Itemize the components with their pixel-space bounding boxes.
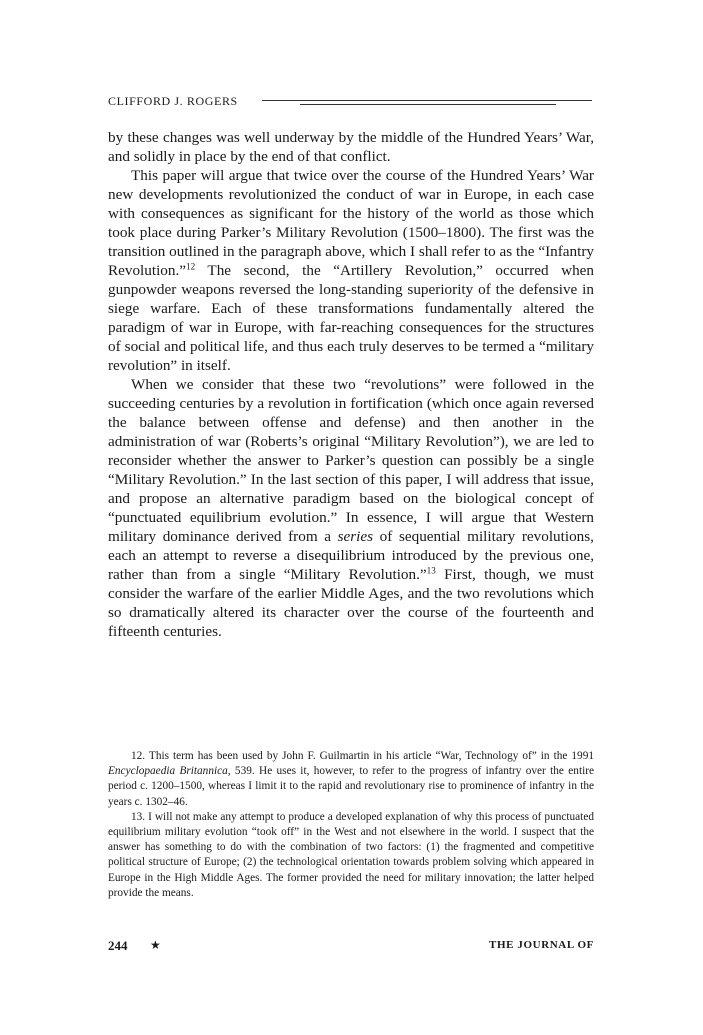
footnote-13: 13. I will not make any attempt to produce a developed explanation of why this process of punctuated equilibrium military evolution “took off” in the West and not elsewhere in the world. I suspect that the answer has something to do with the combination of two factors: (1) the fragmented and competitive political structure of Europe; (2) the technological orientation towards problem solving which appeared in Europe in the High Middle Ages. The former provided the need for military innovation; the latter helped provide the means. xyxy=(108,810,594,899)
header-rule-lower xyxy=(300,104,556,105)
main-text xyxy=(108,128,594,641)
footnote-ref-13[interactable]: 13 xyxy=(426,565,436,576)
author-running-head: CLIFFORD J. ROGERS xyxy=(108,94,238,108)
paragraph-3: When we consider that these two “revolutions” were followed in the succeeding centuries by a revolution in fortification (which once again reversed the balance between offense and defense) and then another in the administration of war (Roberts’s original “Military Revolution”), we are led to reconsider whether the answer to Parker’s question can possibly be a single “Military Revolution.” In the last section of this paper, I will address that issue, and propose an alternative paradigm based on the biological concept of “punctuated equilibrium evolution.” In essence, I will argue that Western military dominance derived from a series of sequential military revolutions, each an attempt to reverse a disequilibrium introduced by the previous one, rather than from a single “Military Revolution.”$^{13}$ First, though, we must consider the warfare of the earlier Middle Ages, and the two revolutions which so dramatically altered its character over the course of the fourteenth and fifteenth centuries. xyxy=(108,376,595,640)
running-header xyxy=(108,94,592,112)
paragraph-1: by these changes was well underway by the middle of the Hundred Years’ War, and solidly in place by the end of that conflict. xyxy=(108,129,594,165)
paragraph-2: This paper will argue that twice over the course of the Hundred Years’ War new developments revolutionized the conduct of war in Europe, in each case with consequences as significant for the history of the world as those which took place during Parker’s Military Revolution (1500–1800). The first was the transition outlined in the paragraph above, which I shall refer to as the “Infantry Revolution.”$^{12}$ The second, the “Artillery Revolution,” occurred when gunpowder weapons reversed the long-standing superiority of the defensive in siege warfare. Each of these transformations fundamentally altered the paradigm of war in Europe, with far-reaching consequences for the structures of social and political life, and thus each truly deserves to be termed a “military revolution” in itself. xyxy=(108,167,594,374)
footnote-ref-12[interactable]: 12 xyxy=(186,261,196,272)
footnote-12: 12. This term has been used by John F. Guilmartin in his article “War, Technology of” in the 1991 Encyclopaedia Britannica, 539. He uses it, however, to refer to the progress of infantry over the entire period c. 1200–1500, whereas I limit it to the rapid and revolutionary rise to prominence of infantry in the years c. 1302–46. xyxy=(108,750,594,808)
page-number: 244 xyxy=(108,938,128,953)
star-icon: ★ xyxy=(150,938,161,952)
page-footer xyxy=(108,938,594,956)
header-rule-upper xyxy=(262,100,592,101)
footnotes xyxy=(108,749,594,901)
journal-title: THE JOURNAL OF xyxy=(489,939,594,951)
